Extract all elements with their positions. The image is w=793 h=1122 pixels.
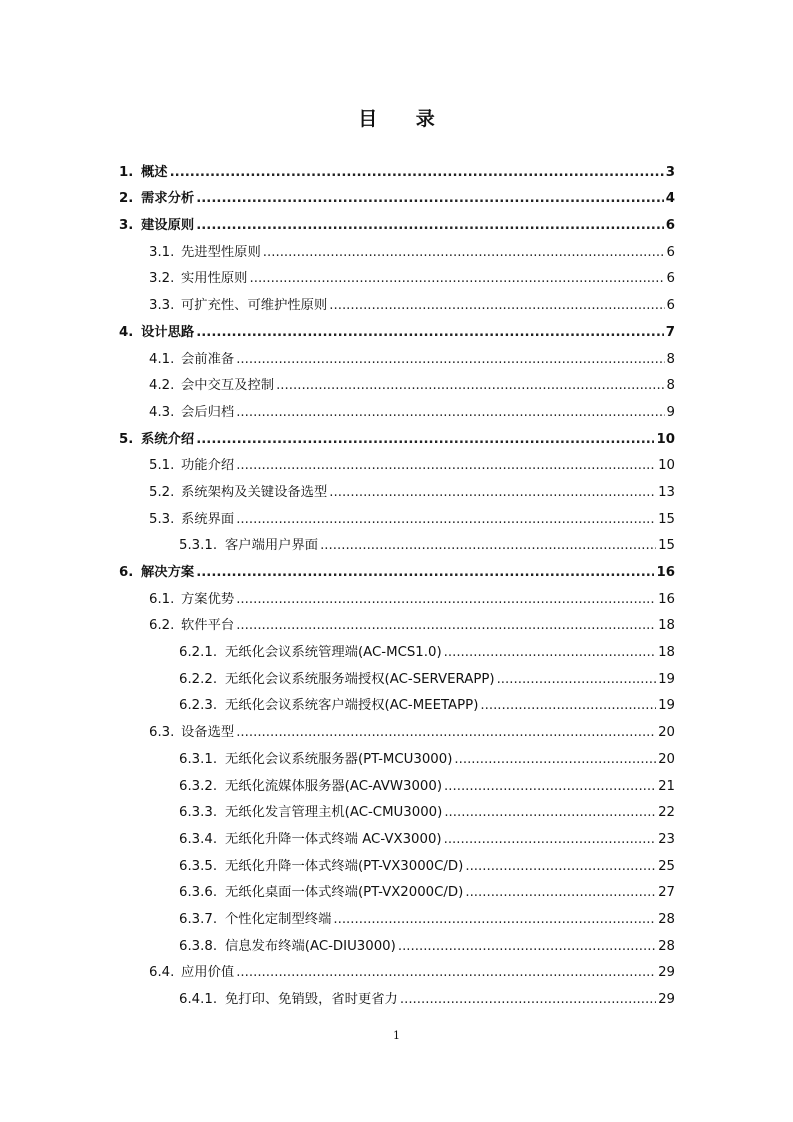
toc-entry-label: 无纸化会议系统服务端授权(AC-SERVERAPP) — [225, 671, 495, 687]
toc-entry[interactable] — [119, 287, 675, 314]
toc-entry-page: 28 — [658, 911, 675, 927]
toc-entry-number: 5.3. — [149, 511, 175, 527]
toc-entry-label: 软件平台 — [181, 618, 235, 634]
toc-entry-page: 29 — [658, 992, 675, 1007]
toc-dot-leader — [444, 778, 656, 795]
toc-dot-leader — [236, 511, 656, 528]
toc-dot-leader — [497, 671, 657, 688]
toc-entry-number: 1. — [119, 164, 134, 180]
toc-dot-leader — [196, 431, 654, 448]
toc-entry-number: 3.1. — [149, 244, 175, 260]
toc-entry[interactable] — [119, 901, 675, 928]
toc-entry-page: 18 — [658, 618, 675, 634]
toc-entry-label: 会后归档 — [181, 404, 235, 420]
toc-entry-page: 6 — [666, 244, 675, 260]
table-of-contents — [119, 154, 675, 1008]
toc-dot-leader — [276, 377, 664, 394]
toc-entry[interactable] — [119, 154, 675, 181]
toc-dot-leader — [465, 858, 656, 875]
toc-dot-leader — [480, 697, 656, 714]
toc-entry-page: 20 — [658, 751, 675, 767]
toc-entry-label: 先进型性原则 — [181, 244, 261, 260]
toc-dot-leader — [465, 884, 656, 901]
toc-entry-label: 会前准备 — [181, 351, 235, 367]
toc-entry[interactable] — [119, 314, 675, 341]
toc-entry-number: 6.3.2. — [179, 778, 218, 794]
toc-entry-number: 6.3.5. — [179, 858, 218, 874]
toc-entry-page: 10 — [658, 458, 675, 474]
toc-entry-number: 5.3.1. — [179, 538, 218, 554]
toc-entry-number: 6.3.6. — [179, 885, 218, 901]
toc-entry[interactable] — [119, 501, 675, 528]
toc-entry-number: 5.2. — [149, 484, 175, 500]
toc-entry-page: 15 — [658, 538, 675, 554]
toc-entry-page: 6 — [666, 271, 675, 287]
toc-dot-leader — [196, 190, 664, 207]
toc-entry-page: 9 — [666, 404, 675, 420]
toc-entry-label: 实用性原则 — [181, 271, 248, 287]
toc-entry-page: 21 — [658, 778, 675, 794]
toc-entry-label: 系统界面 — [181, 511, 235, 527]
toc-dot-leader — [320, 537, 656, 554]
toc-entry-page: 3 — [665, 164, 675, 180]
toc-entry-label: 个性化定制型终端 — [225, 911, 332, 927]
toc-dot-leader — [236, 724, 656, 741]
toc-entry-label: 系统介绍 — [141, 431, 195, 447]
toc-dot-leader — [236, 351, 664, 368]
toc-entry-page: 8 — [666, 378, 675, 394]
toc-entry-page: 7 — [665, 324, 675, 340]
page-number: 1 — [393, 1029, 400, 1042]
toc-entry[interactable] — [119, 448, 675, 475]
toc-entry[interactable] — [119, 261, 675, 288]
toc-dot-leader — [444, 804, 656, 821]
toc-dot-leader — [444, 831, 656, 848]
toc-entry[interactable] — [119, 795, 675, 822]
toc-entry[interactable] — [119, 368, 675, 395]
toc-dot-leader — [329, 297, 664, 314]
toc-entry-page: 29 — [658, 965, 675, 981]
toc-entry-number: 6.3.8. — [179, 938, 218, 954]
toc-entry-page: 6 — [665, 218, 675, 234]
toc-entry[interactable] — [119, 234, 675, 261]
toc-entry[interactable] — [119, 581, 675, 608]
toc-entry-number: 4.3. — [149, 404, 175, 420]
toc-entry-label: 信息发布终端(AC-DIU3000) — [225, 938, 396, 954]
toc-entry-label: 会中交互及控制 — [181, 378, 275, 394]
toc-dot-leader — [398, 938, 656, 955]
toc-entry-label: 应用价值 — [181, 965, 235, 981]
toc-entry-label: 系统架构及关键设备选型 — [181, 484, 328, 500]
toc-entry-page: 16 — [658, 591, 675, 607]
toc-entry[interactable] — [119, 981, 675, 1008]
toc-entry[interactable] — [119, 474, 675, 501]
toc-entry[interactable] — [119, 181, 675, 208]
toc-entry-label: 需求分析 — [141, 191, 195, 207]
toc-entry[interactable] — [119, 768, 675, 795]
toc-entry-number: 6.3.3. — [179, 805, 218, 821]
toc-entry-number: 6.4. — [149, 965, 175, 981]
toc-entry[interactable] — [119, 608, 675, 635]
toc-entry-page: 19 — [658, 698, 675, 714]
toc-entry-label: 设计思路 — [141, 324, 195, 340]
toc-entry-number: 6.3.1. — [179, 751, 218, 767]
toc-entry[interactable] — [119, 661, 675, 688]
toc-entry-label: 设备选型 — [181, 725, 235, 741]
toc-dot-leader — [263, 244, 665, 261]
toc-entry-label: 无纸化发言管理主机(AC-CMU3000) — [225, 805, 443, 821]
toc-entry-label: 功能介绍 — [181, 458, 235, 474]
toc-entry[interactable] — [119, 341, 675, 368]
toc-entry-label: 客户端用户界面 — [225, 538, 319, 554]
toc-entry-label: 免打印、免销毁，省时更省力 — [225, 992, 398, 1007]
toc-entry-number: 4.1. — [149, 351, 175, 367]
toc-entry[interactable] — [119, 955, 675, 982]
toc-entry[interactable] — [119, 421, 675, 448]
toc-entry-page: 19 — [658, 671, 675, 687]
toc-entry-number: 6.1. — [149, 591, 175, 607]
toc-entry-number: 5.1. — [149, 458, 175, 474]
toc-entry-number: 4. — [119, 324, 134, 340]
toc-entry-page: 8 — [666, 351, 675, 367]
toc-entry[interactable] — [119, 688, 675, 715]
toc-entry[interactable] — [119, 528, 675, 555]
toc-entry-label: 无纸化桌面一体式终端(PT-VX2000C/D) — [225, 885, 464, 901]
toc-entry-label: 解决方案 — [141, 565, 195, 580]
toc-entry-page: 25 — [658, 858, 675, 874]
toc-dot-leader — [236, 964, 656, 981]
toc-dot-leader — [400, 991, 656, 1008]
toc-dot-leader — [249, 270, 664, 287]
toc-dot-leader — [454, 751, 656, 768]
toc-dot-leader — [196, 564, 654, 581]
toc-entry[interactable] — [119, 928, 675, 955]
toc-entry-label: 无纸化会议系统客户端授权(AC-MEETAPP) — [225, 698, 479, 714]
toc-entry-label: 无纸化升降一体式终端(PT-VX3000C/D) — [225, 858, 464, 874]
toc-entry-page: 6 — [666, 298, 675, 314]
toc-dot-leader — [444, 644, 656, 661]
toc-entry-number: 6.2.3. — [179, 698, 218, 714]
toc-entry-number: 2. — [119, 191, 134, 207]
toc-entry-page: 10 — [656, 431, 675, 447]
toc-entry-page: 22 — [658, 805, 675, 821]
toc-entry-label: 无纸化会议系统服务器(PT-MCU3000) — [225, 751, 453, 767]
toc-dot-leader — [170, 164, 664, 181]
toc-entry-number: 6.3. — [149, 725, 175, 741]
toc-entry-number: 3.3. — [149, 298, 175, 314]
page-title: 目 录 — [358, 108, 451, 130]
toc-dot-leader — [333, 911, 656, 928]
toc-entry-number: 6.2.1. — [179, 645, 218, 661]
toc-dot-leader — [236, 404, 664, 421]
toc-entry-page: 15 — [658, 511, 675, 527]
toc-dot-leader — [236, 617, 656, 634]
toc-entry-label: 方案优势 — [181, 591, 235, 607]
toc-entry-page: 28 — [658, 938, 675, 954]
toc-entry-number: 4.2. — [149, 378, 175, 394]
toc-entry-label: 建设原则 — [141, 218, 195, 234]
toc-entry[interactable] — [119, 741, 675, 768]
toc-dot-leader — [329, 484, 656, 501]
toc-entry-label: 无纸化流媒体服务器(AC-AVW3000) — [225, 778, 443, 794]
toc-dot-leader — [236, 591, 656, 608]
toc-entry-page: 23 — [658, 831, 675, 847]
toc-entry-label: 概述 — [141, 164, 168, 180]
toc-entry-page: 20 — [658, 725, 675, 741]
toc-entry-page: 16 — [656, 565, 675, 580]
toc-entry-number: 3. — [119, 218, 134, 234]
toc-entry-page: 27 — [658, 885, 675, 901]
toc-entry-number: 6.3.7. — [179, 911, 218, 927]
toc-entry-label: 无纸化会议系统管理端(AC-MCS1.0) — [225, 645, 442, 661]
toc-entry[interactable] — [119, 394, 675, 421]
toc-entry[interactable] — [119, 207, 675, 234]
toc-entry[interactable] — [119, 848, 675, 875]
toc-entry-number: 6.3.4. — [179, 831, 218, 847]
toc-entry-number: 6.4.1. — [179, 992, 218, 1007]
toc-entry-label: 可扩充性、可维护性原则 — [181, 298, 328, 314]
toc-entry-number: 5. — [119, 431, 134, 447]
toc-entry-page: 13 — [658, 484, 675, 500]
toc-entry[interactable] — [119, 821, 675, 848]
toc-dot-leader — [196, 217, 664, 234]
toc-entry-number: 6.2.2. — [179, 671, 218, 687]
toc-entry-number: 6.2. — [149, 618, 175, 634]
toc-entry[interactable] — [119, 714, 675, 741]
toc-entry[interactable] — [119, 554, 675, 581]
toc-entry-page: 18 — [658, 645, 675, 661]
toc-dot-leader — [196, 324, 664, 341]
toc-entry[interactable] — [119, 875, 675, 902]
toc-entry-label: 无纸化升降一体式终端 AC-VX3000) — [225, 831, 442, 847]
toc-entry-page: 4 — [665, 191, 675, 207]
toc-entry-number: 6. — [119, 565, 134, 580]
toc-entry[interactable] — [119, 634, 675, 661]
toc-dot-leader — [236, 457, 656, 474]
toc-entry-number: 3.2. — [149, 271, 175, 287]
